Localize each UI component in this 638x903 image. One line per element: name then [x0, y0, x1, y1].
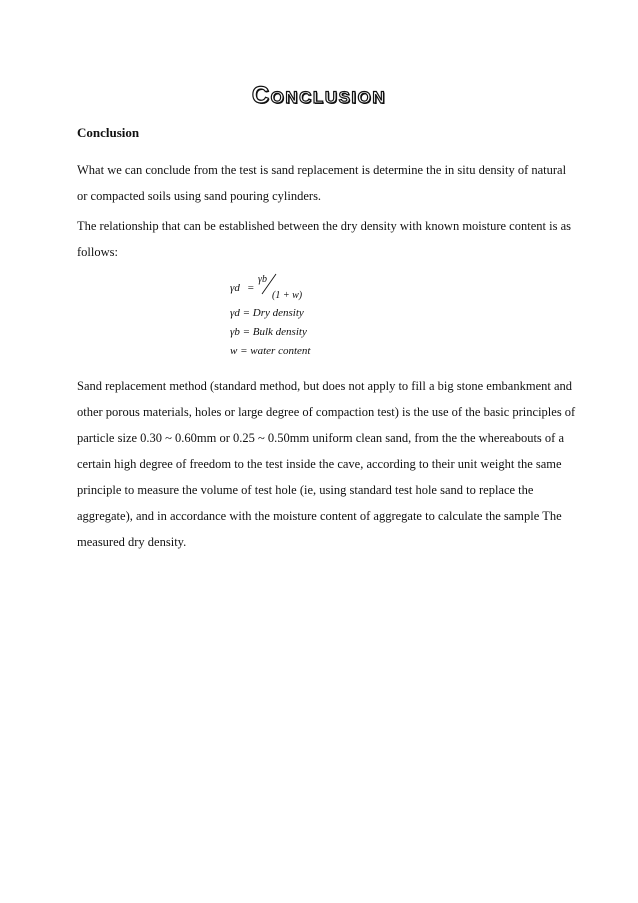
formula-water-content: w = water content	[230, 345, 311, 357]
paragraph-relationship: The relationship that can be established between the dry density with known moisture content is as follows:	[77, 219, 571, 259]
formula-equals: =	[247, 282, 255, 294]
formula-denominator: (1 + w)	[272, 290, 303, 301]
section-heading: Conclusion	[77, 125, 140, 140]
formula-graphic	[228, 268, 348, 363]
paragraph-method: Sand replacement method (standard method, but does not apply to fill a big stone embankment and other porous materials, holes or large degree of compaction test) is the use of the basic principles of particle size 0.30 ~ 0.60mm or 0.25 ~ 0.50mm uniform clean sand, from the the whereabouts of a certain high degree of freedom to the test inside the cave, according to their unit weight the same principle to measure the volume of test hole (ie, using standard test hole sand to replace the aggregate), and in accordance with the moisture content of aggregate to calculate the sample The measured dry density.	[77, 379, 576, 549]
page-title: Conclusion	[251, 82, 387, 109]
formula-bulk-density: γb = Bulk density	[230, 326, 307, 338]
density-formula	[228, 268, 348, 363]
paragraph-intro: What we can conclude from the test is sand replacement is determine the in situ density of natural or compacted soils using sand pouring cylinders.	[77, 163, 567, 203]
formula-dry-density: γd = Dry density	[230, 307, 304, 319]
formula-lhs: γd	[230, 282, 240, 294]
formula-numerator: γb	[258, 274, 267, 285]
